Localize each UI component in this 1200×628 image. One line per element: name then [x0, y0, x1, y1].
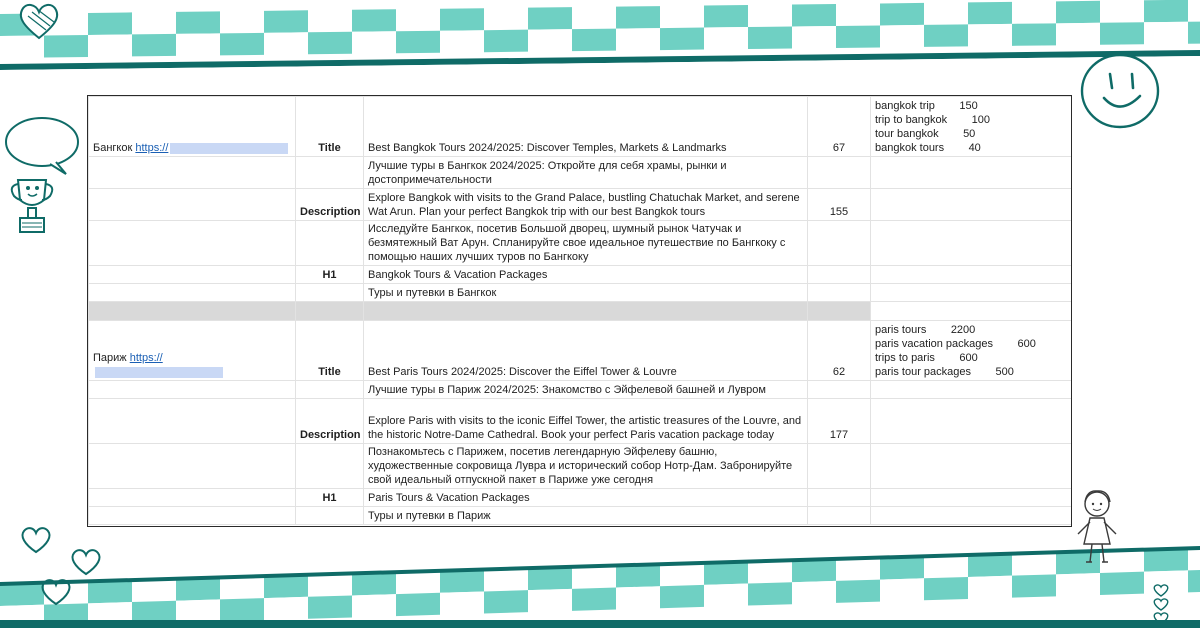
checker-tile [308, 10, 352, 33]
checker-tile [1056, 23, 1100, 46]
checker-tile [264, 575, 308, 598]
keyword-line [875, 99, 1067, 113]
city-cell[interactable] [89, 221, 296, 266]
checker-tile [220, 33, 264, 56]
checker-tile [440, 591, 484, 614]
checker-tile [968, 24, 1012, 47]
table-row [89, 221, 1072, 266]
checker-tile [396, 571, 440, 594]
label-cell[interactable]: Title [296, 97, 364, 157]
length-cell[interactable] [808, 489, 871, 507]
checker-tile [572, 29, 616, 52]
keyword: trips to paris [875, 352, 935, 364]
checker-tile [572, 566, 616, 589]
checker-tile [660, 6, 704, 29]
band-bottom-edge [0, 620, 1200, 628]
meta-text-cell[interactable]: Лучшие туры в Париж 2024/2025: Знакомство с Эйфелевой башней и Лувром [364, 381, 808, 399]
checker-tile [704, 5, 748, 28]
checker-tile [660, 585, 704, 608]
checker-tile [528, 7, 572, 30]
checker-tile [1056, 1, 1100, 24]
checker-tile [132, 34, 176, 57]
label-cell[interactable]: Title [296, 321, 364, 381]
city-label: Бангкок [93, 142, 133, 154]
checker-tile [308, 32, 352, 55]
keywords-cell[interactable] [871, 489, 1072, 507]
separator-cell[interactable] [89, 302, 296, 321]
checker-tile [836, 3, 880, 26]
meta-text-cell[interactable]: Best Paris Tours 2024/2025: Discover the Eiffel Tower & Louvre [364, 321, 808, 381]
checker-tile [88, 34, 132, 57]
checker-band-bottom [0, 540, 1200, 628]
checker-tile [176, 11, 220, 34]
checker-tile [220, 11, 264, 34]
keyword: bangkok tours [875, 142, 945, 154]
checker-tile [352, 594, 396, 617]
keyword-line [875, 127, 1067, 141]
checker-tile [264, 10, 308, 33]
checker-tile [968, 554, 1012, 577]
bottom-decor-band [0, 540, 1200, 628]
checker-tile [308, 595, 352, 618]
label-cell[interactable]: H1 [296, 266, 364, 284]
checker-tile [880, 578, 924, 601]
keyword-volume: 40 [968, 142, 981, 154]
keywords-cell[interactable] [871, 284, 1072, 302]
keyword-volume: 500 [995, 366, 1014, 378]
length-cell[interactable] [808, 157, 871, 189]
keywords-cell[interactable] [871, 157, 1072, 189]
checker-tile [220, 576, 264, 599]
heart-icon [16, 0, 62, 42]
table-row [89, 507, 1072, 525]
checker-tile [968, 576, 1012, 599]
keyword-line [875, 323, 1067, 337]
keyword-volume: 600 [1017, 338, 1036, 350]
meta-text-cell[interactable]: Туры и путевки в Бангкок [364, 284, 808, 302]
top-decor-band [0, 0, 1200, 80]
checker-tile [924, 2, 968, 25]
length-cell[interactable] [808, 507, 871, 525]
checker-tile [792, 559, 836, 582]
page-url-link[interactable]: https:// [129, 352, 163, 364]
checker-tile [880, 25, 924, 48]
keyword-volume: 150 [959, 100, 978, 112]
table-row [89, 284, 1072, 302]
keyword-volume: 50 [963, 128, 976, 140]
city-cell[interactable] [89, 189, 296, 221]
length-cell[interactable]: 67 [808, 97, 871, 157]
city-cell[interactable] [89, 97, 296, 157]
checker-tile [924, 555, 968, 578]
label-cell[interactable] [296, 444, 364, 489]
meta-text-cell[interactable]: Best Bangkok Tours 2024/2025: Discover Temples, Markets & Landmarks [364, 97, 808, 157]
table-row [89, 157, 1072, 189]
separator-row [89, 302, 1072, 321]
keywords-cell[interactable] [871, 266, 1072, 284]
meta-text-cell[interactable]: Paris Tours & Vacation Packages [364, 489, 808, 507]
city-cell[interactable] [89, 489, 296, 507]
separator-cell[interactable] [871, 302, 1072, 321]
city-cell[interactable] [89, 399, 296, 444]
checker-tile [352, 9, 396, 32]
smiley-icon [1078, 50, 1162, 132]
checker-band-top [0, 0, 1200, 80]
keyword-line [875, 113, 1067, 127]
separator-cell[interactable] [808, 302, 871, 321]
checker-tile [1144, 548, 1188, 571]
length-cell[interactable] [808, 221, 871, 266]
keyword-volume: 600 [959, 352, 978, 364]
checker-tile [176, 599, 220, 622]
checker-tile [176, 577, 220, 600]
city-cell[interactable] [89, 284, 296, 302]
checker-tile [308, 573, 352, 596]
table-row [89, 97, 1072, 157]
checker-tile [1056, 573, 1100, 596]
keywords-cell[interactable] [871, 97, 1072, 157]
checker-tile [660, 28, 704, 51]
table-row [89, 399, 1072, 444]
checker-tile [528, 589, 572, 612]
checker-tile [792, 581, 836, 604]
length-cell[interactable] [808, 444, 871, 489]
keyword: tour bangkok [875, 128, 939, 140]
keywords-cell[interactable] [871, 221, 1072, 266]
checker-tile [704, 27, 748, 50]
checker-tile [352, 31, 396, 54]
checker-tile [1012, 552, 1056, 575]
meta-text-cell[interactable]: Bangkok Tours & Vacation Packages [364, 266, 808, 284]
checker-tile [836, 558, 880, 581]
label-cell[interactable]: Description [296, 189, 364, 221]
heart-cluster-icon [16, 522, 112, 610]
checker-tile [572, 7, 616, 30]
keywords-cell[interactable] [871, 507, 1072, 525]
trophy-icon [12, 180, 53, 232]
table-row [89, 189, 1072, 221]
checker-tile [1100, 572, 1144, 595]
keyword-volume: 2200 [950, 324, 976, 336]
keyword: paris tours [875, 324, 927, 336]
keyword-line [875, 141, 1067, 155]
label-cell[interactable]: Description [296, 399, 364, 444]
checker-tile [440, 569, 484, 592]
keyword-volume: 100 [971, 114, 990, 126]
table-row [89, 444, 1072, 489]
checker-tile [440, 30, 484, 53]
keyword-line [875, 365, 1067, 379]
checker-tile [1012, 574, 1056, 597]
checker-tile [220, 598, 264, 621]
table-row [89, 266, 1072, 284]
checker-tile [968, 2, 1012, 25]
checker-tile [748, 582, 792, 605]
table-row [89, 321, 1072, 381]
length-cell[interactable] [808, 381, 871, 399]
checker-tile [924, 24, 968, 47]
checker-tile [836, 580, 880, 603]
keyword-line [875, 337, 1067, 351]
separator-cell[interactable] [364, 302, 808, 321]
checker-tile [880, 3, 924, 26]
trophy-bubble-doodle [4, 112, 84, 242]
checker-tile [1188, 0, 1200, 22]
checker-tile [704, 562, 748, 585]
checker-tile [1144, 22, 1188, 45]
checker-tile [264, 32, 308, 55]
city-cell[interactable] [89, 381, 296, 399]
label-cell[interactable]: H1 [296, 489, 364, 507]
keywords-cell[interactable] [871, 189, 1072, 221]
checker-tile [836, 25, 880, 48]
table-row [89, 381, 1072, 399]
meta-text-cell[interactable]: Explore Paris with visits to the iconic Eiffel Tower, the artistic treasures of the Louvre, and the historic Notre-Dame Cathedral. Book your perfect Paris vacation package today [364, 399, 808, 444]
keywords-cell[interactable] [871, 444, 1072, 489]
checker-tile [616, 28, 660, 51]
checker-tile [528, 567, 572, 590]
city-cell[interactable] [89, 266, 296, 284]
checker-tile [748, 26, 792, 49]
length-cell[interactable]: 62 [808, 321, 871, 381]
checker-tile [1188, 21, 1200, 44]
checker-tile [880, 556, 924, 579]
keyword: bangkok trip [875, 100, 935, 112]
checker-tile [132, 12, 176, 35]
city-cell[interactable] [89, 157, 296, 189]
city-cell[interactable] [89, 321, 296, 381]
checker-tile [704, 584, 748, 607]
keywords-cell[interactable] [871, 381, 1072, 399]
label-cell[interactable] [296, 381, 364, 399]
keywords-cell[interactable] [871, 399, 1072, 444]
city-cell[interactable] [89, 444, 296, 489]
city-cell[interactable] [89, 507, 296, 525]
meta-text-cell[interactable]: Познакомьтесь с Парижем, посетив легендарную Эйфелеву башню, художественные сокровища Лувра и исторический собор Нотр-Дам. Забронируйте свой идеальный отпускной пакет в Париже уже сегодня [364, 444, 808, 489]
keyword-line [875, 351, 1067, 365]
checker-tile [792, 26, 836, 49]
checker-tile [440, 8, 484, 31]
label-cell[interactable] [296, 507, 364, 525]
checker-tile [484, 8, 528, 31]
checker-tile [88, 12, 132, 35]
checker-tile [572, 588, 616, 611]
checker-tile [748, 4, 792, 27]
checker-tile [660, 563, 704, 586]
checker-tile [1012, 23, 1056, 46]
meta-text-cell[interactable]: Исследуйте Бангкок, посетив Большой дворец, шумный рынок Чатучак и безмятежный Ват Арун. Спланируйте свое идеальное путешествие по Бангкоку с помощью наших лучших туров по Бангкоку [364, 221, 808, 266]
checker-tile [1100, 0, 1144, 23]
checker-tile [396, 9, 440, 32]
keyword: trip to bangkok [875, 114, 948, 126]
checker-tile [924, 577, 968, 600]
checker-tile [616, 564, 660, 587]
checker-tile [1188, 569, 1200, 592]
small-hearts-icon [1146, 584, 1176, 628]
length-cell[interactable]: 177 [808, 399, 871, 444]
label-cell[interactable] [296, 284, 364, 302]
spreadsheet-screenshot [87, 95, 1072, 527]
checker-tile [264, 597, 308, 620]
keywords-cell[interactable] [871, 321, 1072, 381]
seo-meta-table [88, 96, 1072, 525]
meta-text-cell[interactable]: Туры и путевки в Париж [364, 507, 808, 525]
label-cell[interactable] [296, 221, 364, 266]
meta-text-cell[interactable]: Лучшие туры в Бангкок 2024/2025: Откройте для себя храмы, рынки и достопримечательности [364, 157, 808, 189]
checker-tile [748, 560, 792, 583]
meta-text-cell[interactable]: Explore Bangkok with visits to the Grand Palace, bustling Chatuchak Market, and serene Wat Arun. Plan your perfect Bangkok trip with our best Bangkok tours [364, 189, 808, 221]
checker-tile [1100, 22, 1144, 45]
checker-tile [484, 590, 528, 613]
checker-tile [484, 568, 528, 591]
length-cell[interactable]: 155 [808, 189, 871, 221]
page-url-link[interactable]: https:// [135, 142, 169, 154]
speech-bubble-icon [6, 118, 78, 174]
label-cell[interactable] [296, 157, 364, 189]
checker-tile [352, 572, 396, 595]
redacted-url [170, 143, 288, 154]
separator-cell[interactable] [296, 302, 364, 321]
length-cell[interactable] [808, 266, 871, 284]
checker-tile [616, 6, 660, 29]
redacted-url [95, 367, 223, 378]
checker-tile [1012, 1, 1056, 24]
keyword: paris tour packages [875, 366, 971, 378]
checker-tile [484, 30, 528, 53]
checker-tile [132, 579, 176, 602]
checker-tile [616, 586, 660, 609]
girl-doodle-icon [1068, 488, 1126, 570]
checker-tile [792, 4, 836, 27]
checker-tile [528, 29, 572, 52]
checker-tile [1188, 547, 1200, 570]
length-cell[interactable] [808, 284, 871, 302]
keyword: paris vacation packages [875, 338, 994, 350]
city-label: Париж [93, 352, 127, 364]
checker-tile [396, 31, 440, 54]
table-row [89, 489, 1072, 507]
checker-tile [176, 33, 220, 56]
checker-tile [1144, 0, 1188, 22]
checker-tile [396, 593, 440, 616]
